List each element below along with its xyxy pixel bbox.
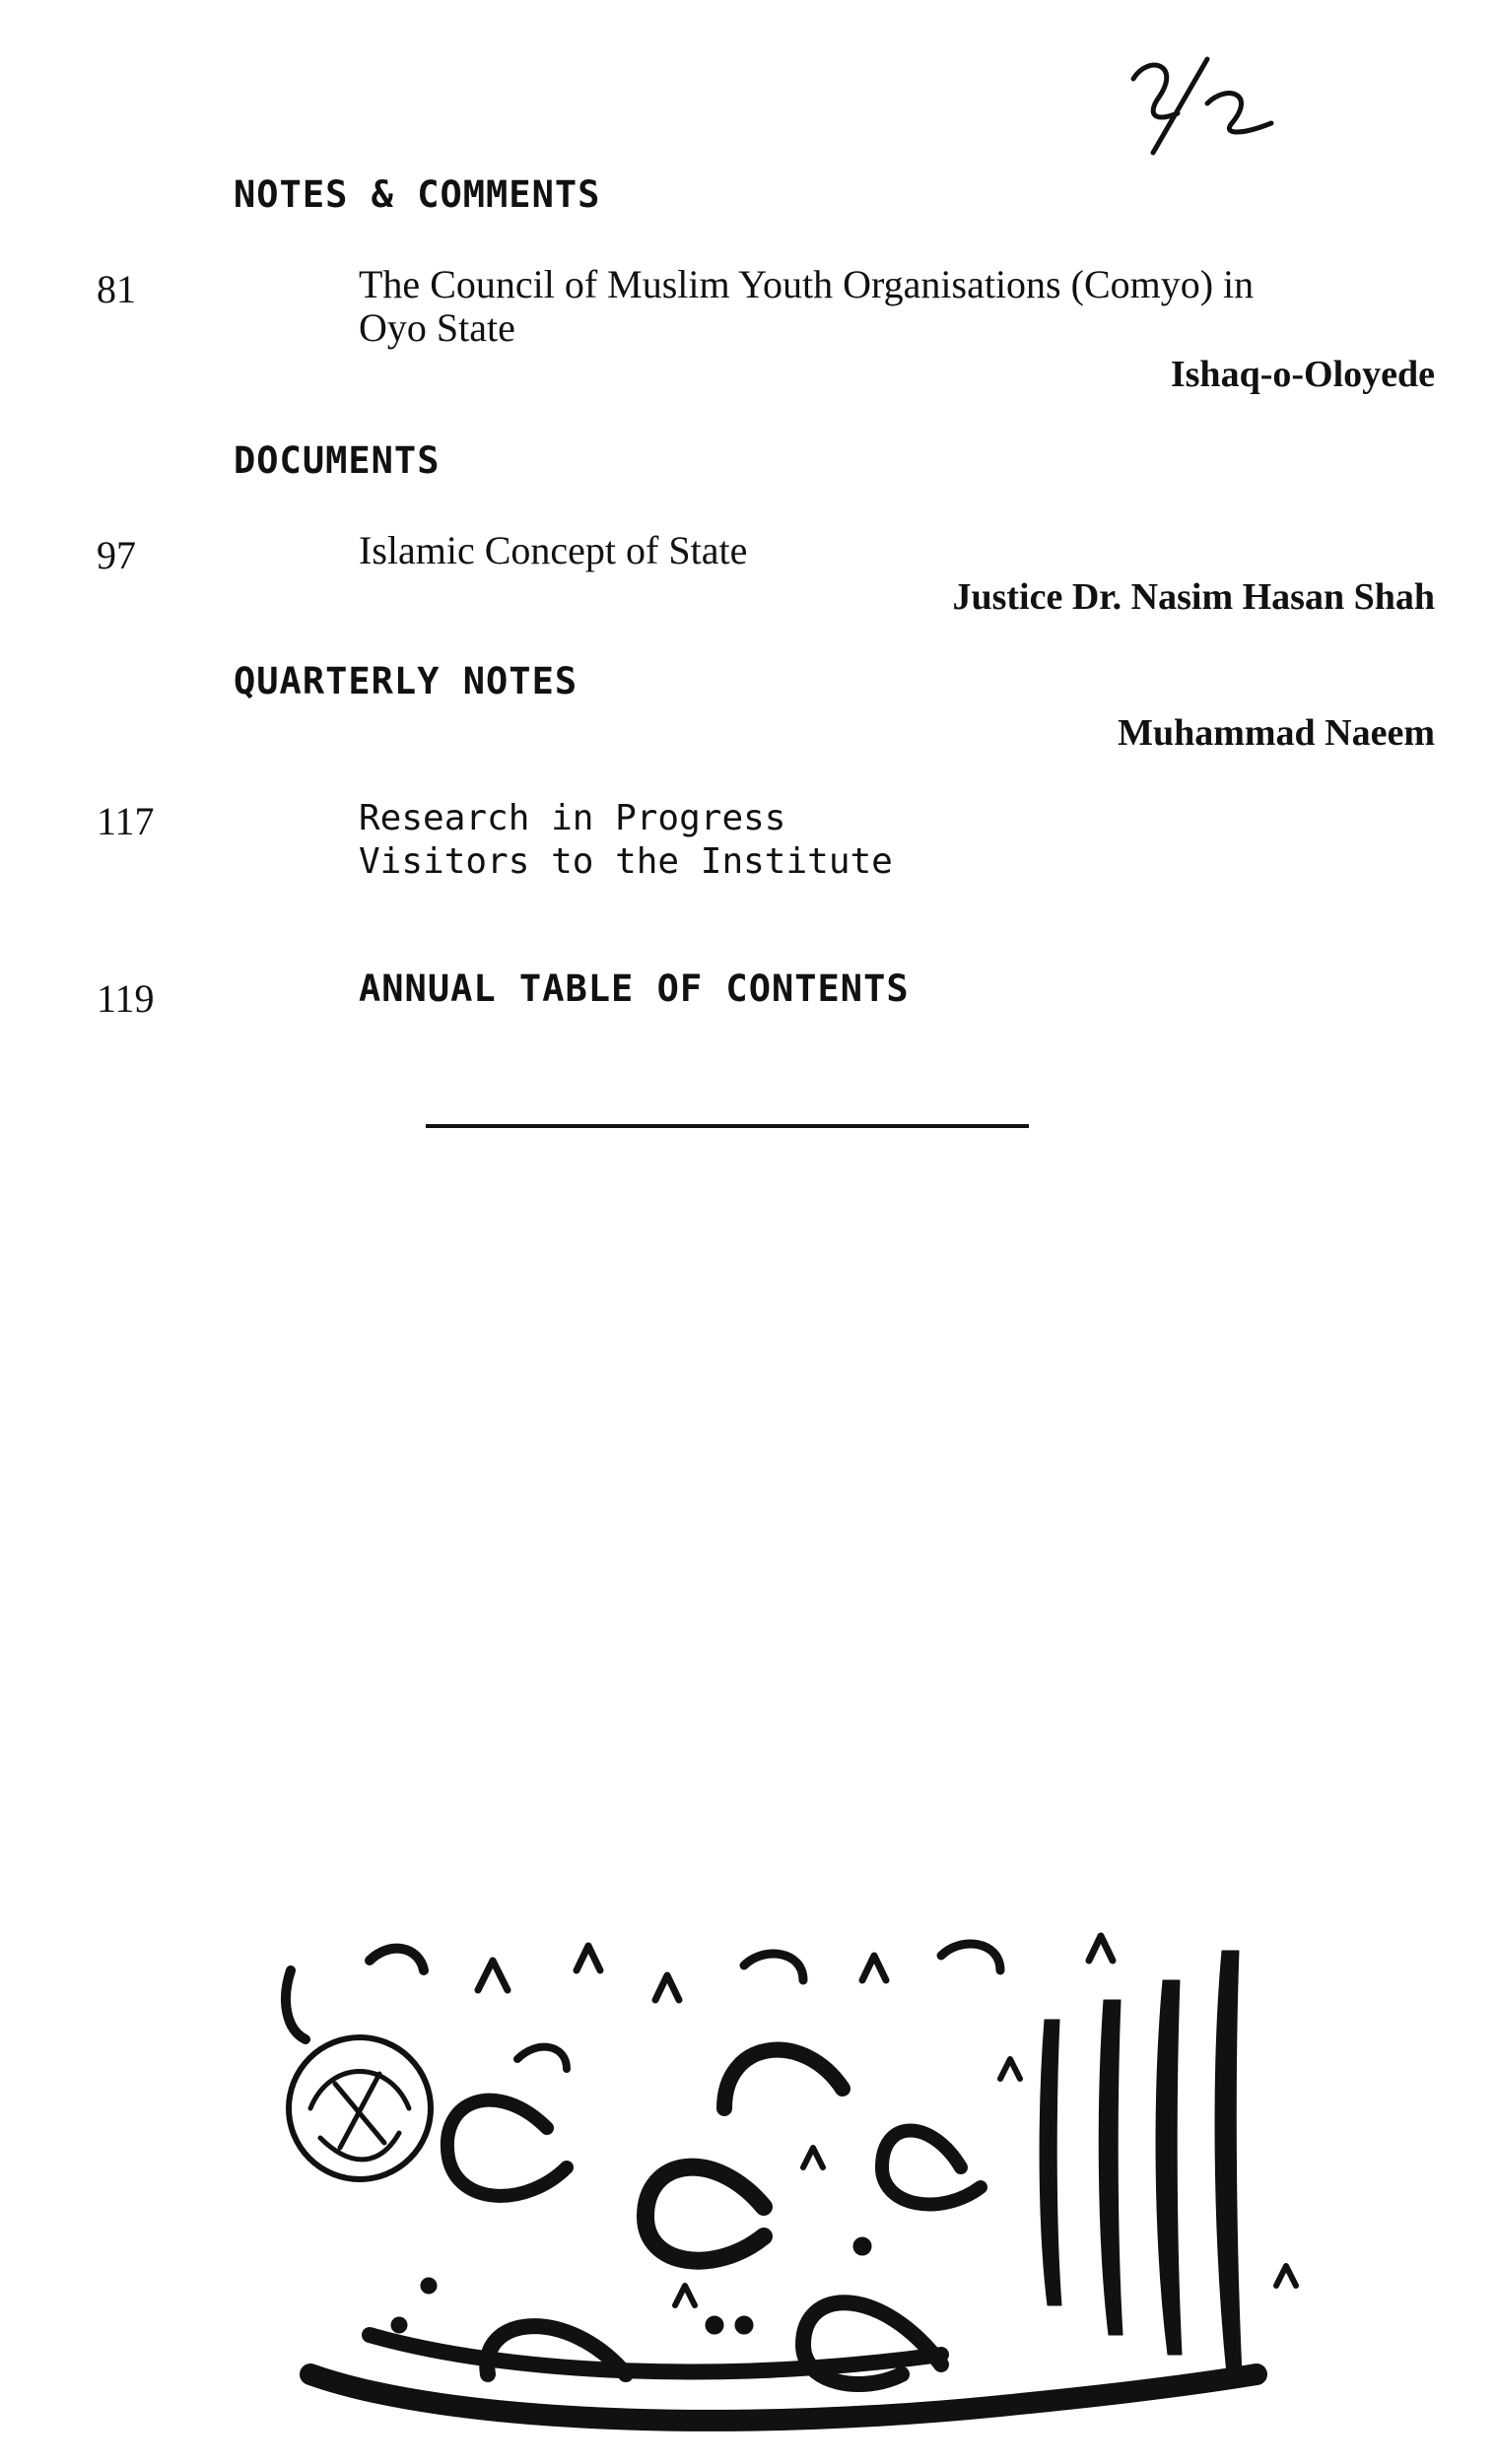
entry-title-line: Visitors to the Institute — [359, 841, 893, 882]
section-heading-quarterly-notes: QUARTERLY NOTES — [234, 660, 578, 702]
entry-title-line: Islamic Concept of State — [359, 528, 748, 572]
page-number: 119 — [97, 976, 155, 1021]
page-number: 117 — [97, 799, 155, 843]
entry-title-line: The Council of Muslim Youth Organisations (Comyo) in — [359, 262, 1255, 306]
arabic-calligraphy-emblem — [251, 1911, 1316, 2443]
divider-rule — [426, 1124, 1029, 1128]
entry-title-line: Research in Progress — [359, 798, 786, 838]
handwritten-page-mark — [1114, 44, 1281, 163]
entry-author: Ishaq-o-Oloyede — [1170, 354, 1435, 395]
section-heading-documents: DOCUMENTS — [234, 439, 441, 482]
page-number: 97 — [97, 533, 136, 577]
section-heading-annual-toc: ANNUAL TABLE OF CONTENTS — [359, 967, 910, 1010]
page-number: 81 — [97, 267, 136, 311]
section-heading-notes-comments: NOTES & COMMENTS — [234, 173, 601, 216]
entry-author: Justice Dr. Nasim Hasan Shah — [952, 576, 1435, 618]
entry-title-line: Oyo State — [359, 305, 515, 350]
section-author: Muhammad Naeem — [1118, 712, 1435, 754]
